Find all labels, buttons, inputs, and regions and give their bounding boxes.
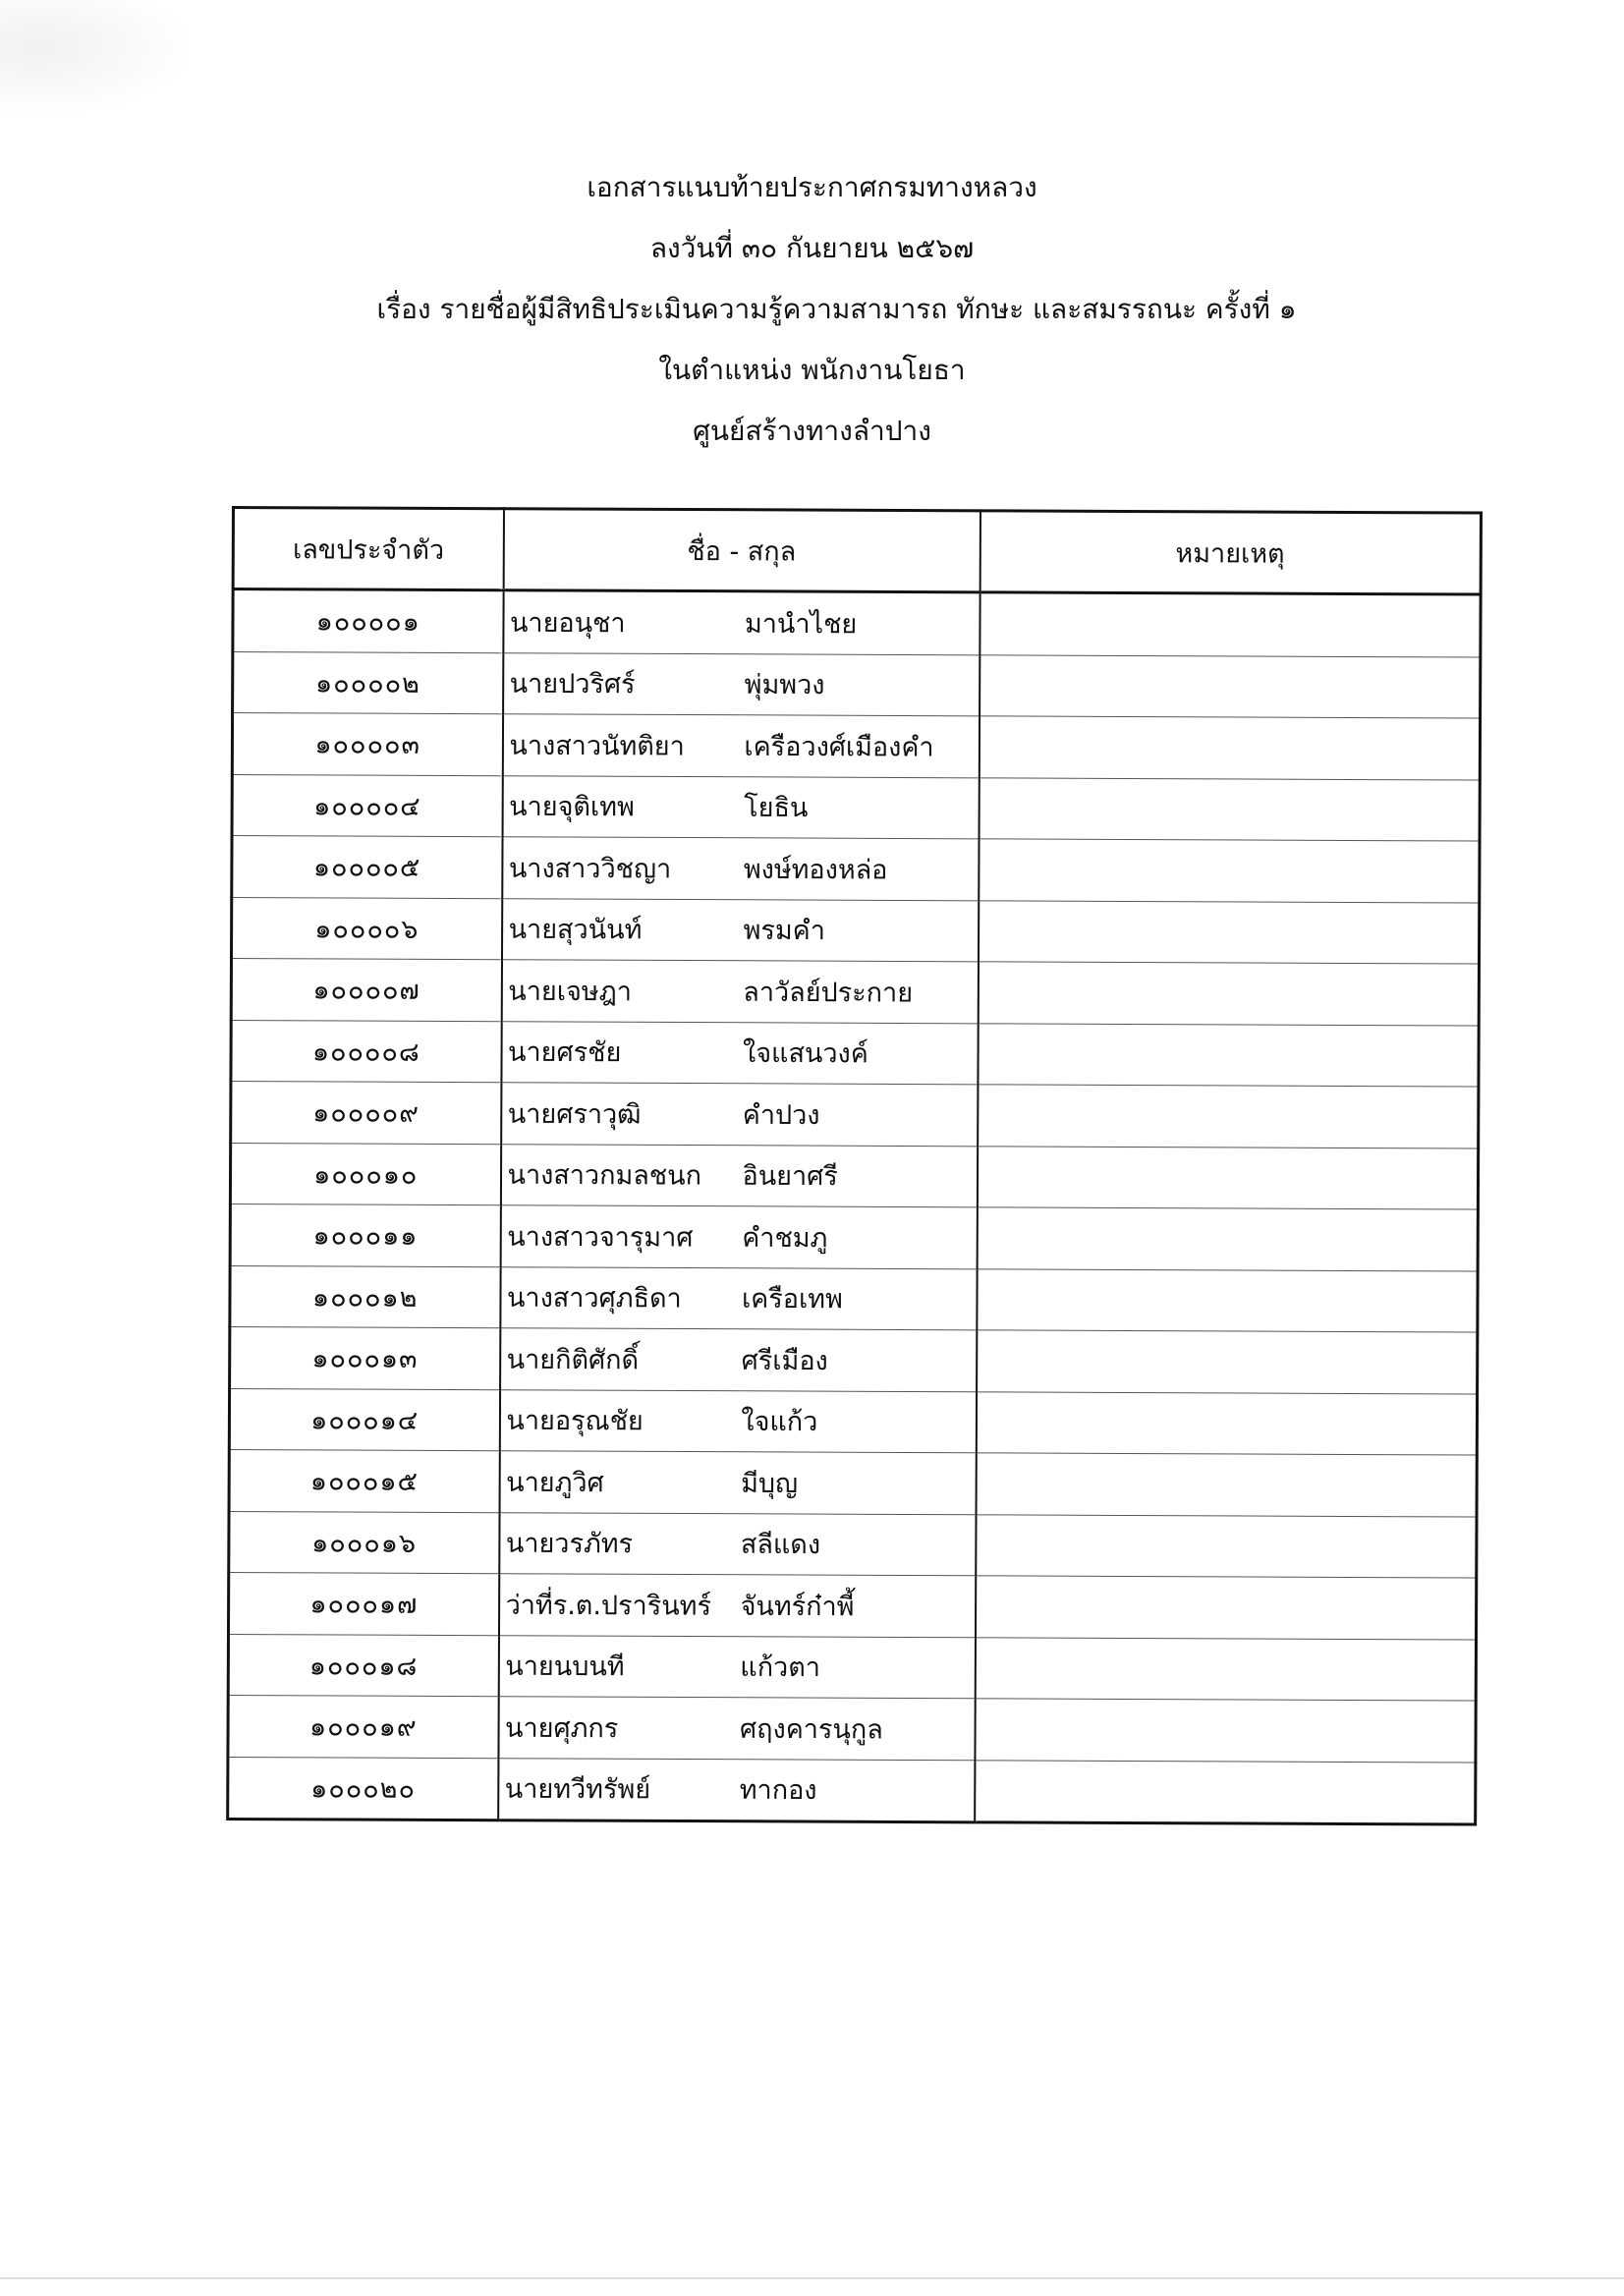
table-row [230,1204,1478,1270]
last-name: คำปวง [742,1099,820,1131]
first-name: นางสาวกมลชนก [507,1159,702,1192]
cell-id: ๑๐๐๐๑๗ [228,1572,498,1635]
cell-name [498,1635,975,1699]
first-name: นางสาววิชญา [508,853,672,885]
cell-name [501,1083,978,1147]
cell-remark [975,1760,1476,1824]
cell-name [502,837,979,901]
last-name: พรมคำ [743,916,826,947]
cell-remark [976,1453,1477,1517]
header-line-center: ศูนย์สร้างทางลำปาง [693,415,931,447]
cell-id: ๑๐๐๐๐๕ [232,836,502,899]
first-name: นายศุภกร [505,1712,619,1744]
cell-id: ๑๐๐๐๑๕ [229,1449,499,1512]
cell-id: ๑๐๐๐๑๖ [229,1511,499,1574]
table-header-row [233,508,1481,595]
cell-remark [977,1146,1478,1209]
header-name: ชื่อ - สกุล [503,509,980,592]
cell-remark [978,962,1479,1026]
first-name: นายทวีทรัพย์ [504,1773,651,1806]
cell-id: ๑๐๐๐๐๘ [231,1020,501,1083]
table-row [229,1449,1477,1516]
first-name: นายกิติศักดิ์ [506,1344,640,1376]
cell-name [500,1328,977,1392]
cell-name [503,652,980,716]
last-name: พุ่มพวง [744,670,825,701]
last-name: ใจแก้ว [741,1407,818,1438]
first-name: นายวรภัทร [505,1528,634,1560]
cell-name [500,1144,977,1207]
cell-remark [979,716,1480,780]
last-name: พงษ์ทองหล่อ [743,854,888,886]
cell-name [501,898,978,962]
table-row [228,1757,1476,1824]
table-row [231,1082,1479,1148]
table-row [231,959,1479,1026]
table-row [232,713,1480,780]
header-id: เลขประจำตัว [233,508,503,590]
header-remark: หมายเหตุ [980,511,1481,594]
cell-remark [979,777,1480,841]
table-row [232,774,1480,841]
last-name: อินยาศรี [742,1161,838,1193]
last-name: จันทร์ก๋าพี้ [740,1591,855,1623]
last-name: เครือเทพ [741,1284,843,1316]
cell-name [498,1697,975,1761]
cell-id: ๑๐๐๐๐๔ [232,774,502,837]
header-line-position: ในตำแหน่ง พนักงานโยธา [658,354,966,386]
cell-name [499,1451,976,1515]
first-name: นายศรชัย [508,1036,622,1069]
last-name: มีบุญ [741,1468,799,1499]
first-name: นายนบนที [505,1651,625,1683]
cell-name [499,1512,976,1576]
cell-remark [976,1391,1477,1455]
cell-remark [977,1268,1478,1332]
last-name: ศฤงคารนุกูล [740,1713,883,1746]
cell-name [499,1389,976,1453]
table-row [228,1572,1476,1639]
last-name: มานำไชย [744,608,858,641]
first-name: นายปวริศร์ [509,668,636,700]
header-line-attachment: เอกสารแนบท้ายประกาศกรมทางหลวง [587,171,1037,203]
cell-id: ๑๐๐๐๑๔ [229,1388,499,1451]
table-row [228,1695,1476,1762]
last-name: เครือวงศ์เมืองคำ [744,731,934,763]
first-name: นายสุวนันท์ [508,914,643,946]
table-row [230,1265,1478,1332]
cell-name [500,1266,977,1330]
cell-name [500,1205,977,1269]
first-name: นายศราวุฒิ [507,1098,642,1131]
first-name: ว่าที่ร.ต.ปรารินทร์ [505,1590,712,1622]
cell-id: ๑๐๐๐๑๘ [228,1634,498,1697]
table-row [230,1326,1478,1393]
scan-edge-line [0,2277,1624,2279]
cell-id: ๑๐๐๐๑๑ [230,1204,500,1266]
cell-id: ๑๐๐๐๐๖ [231,897,501,960]
first-name: นายจุติเทพ [509,791,635,823]
first-name: นายเจษฎา [508,976,632,1008]
scan-smudge [0,0,196,118]
header-line-subject: เรื่อง รายชื่อผู้มีสิทธิประเมินความรู้ความสามารถ ทักษะ และสมรรถนะ ครั้งที่ ๑ [376,293,1297,325]
first-name: นางสาวนัทติยา [509,730,685,762]
first-name: นายอรุณชัย [506,1405,644,1437]
first-name: นางสาวศุภธิดา [506,1282,682,1315]
first-name: นางสาวจารุมาศ [507,1221,694,1254]
cell-remark [980,654,1481,718]
cell-id: ๑๐๐๐๐๑ [233,589,503,653]
cell-remark [975,1637,1476,1701]
table-body [228,589,1481,1825]
cell-remark [978,1085,1479,1148]
last-name: ศรีเมือง [741,1345,828,1376]
cell-remark [977,1330,1478,1394]
table-row [230,1143,1478,1209]
last-name: สลีแดง [740,1530,821,1561]
last-name: คำชมภู [742,1222,828,1254]
table-row [228,1634,1476,1701]
cell-id: ๑๐๐๐๐๓ [232,713,502,776]
last-name: แก้วตา [740,1652,821,1684]
table-row [229,1388,1477,1455]
first-name: นายอนุชา [509,607,626,639]
table-row [233,589,1481,657]
cell-remark [975,1699,1476,1763]
table-row [231,1020,1479,1087]
cell-id: ๑๐๐๐๐๗ [231,959,501,1022]
cell-id: ๑๐๐๐๐๙ [231,1082,501,1145]
header-line-date: ลงวันที่ ๓๐ กันยายน ๒๕๖๗ [649,232,975,264]
cell-remark [978,900,1479,964]
table-row [233,651,1481,718]
cell-remark [975,1576,1476,1640]
candidate-table [226,506,1483,1826]
cell-remark [980,592,1481,657]
cell-id: ๑๐๐๐๑๓ [230,1326,500,1389]
first-name: นายภูวิศ [506,1467,604,1498]
last-name: ใจแสนวงค์ [743,1038,868,1070]
cell-id: ๑๐๐๐๑๒ [230,1265,500,1328]
cell-id: ๑๐๐๐๑๐ [230,1143,500,1205]
cell-name [498,1758,975,1822]
last-name: โยธิน [744,793,809,824]
last-name: ทากอง [739,1775,817,1807]
last-name: ลาวัลย์ประกาย [743,977,914,1009]
cell-remark [976,1514,1477,1578]
table-row [231,897,1479,964]
cell-id: ๑๐๐๐๒๐ [228,1757,498,1820]
table-row [229,1511,1477,1578]
cell-remark [977,1207,1478,1271]
cell-remark [979,839,1480,903]
cell-name [501,960,978,1024]
cell-name [498,1574,975,1638]
document-header [0,157,1624,462]
cell-name [502,775,979,839]
cell-id: ๑๐๐๐๐๒ [233,651,503,714]
cell-remark [978,1023,1479,1087]
cell-name [502,714,979,778]
cell-name [503,590,980,655]
table-row [232,836,1480,903]
cell-name [501,1021,978,1085]
cell-id: ๑๐๐๐๑๙ [228,1695,498,1758]
